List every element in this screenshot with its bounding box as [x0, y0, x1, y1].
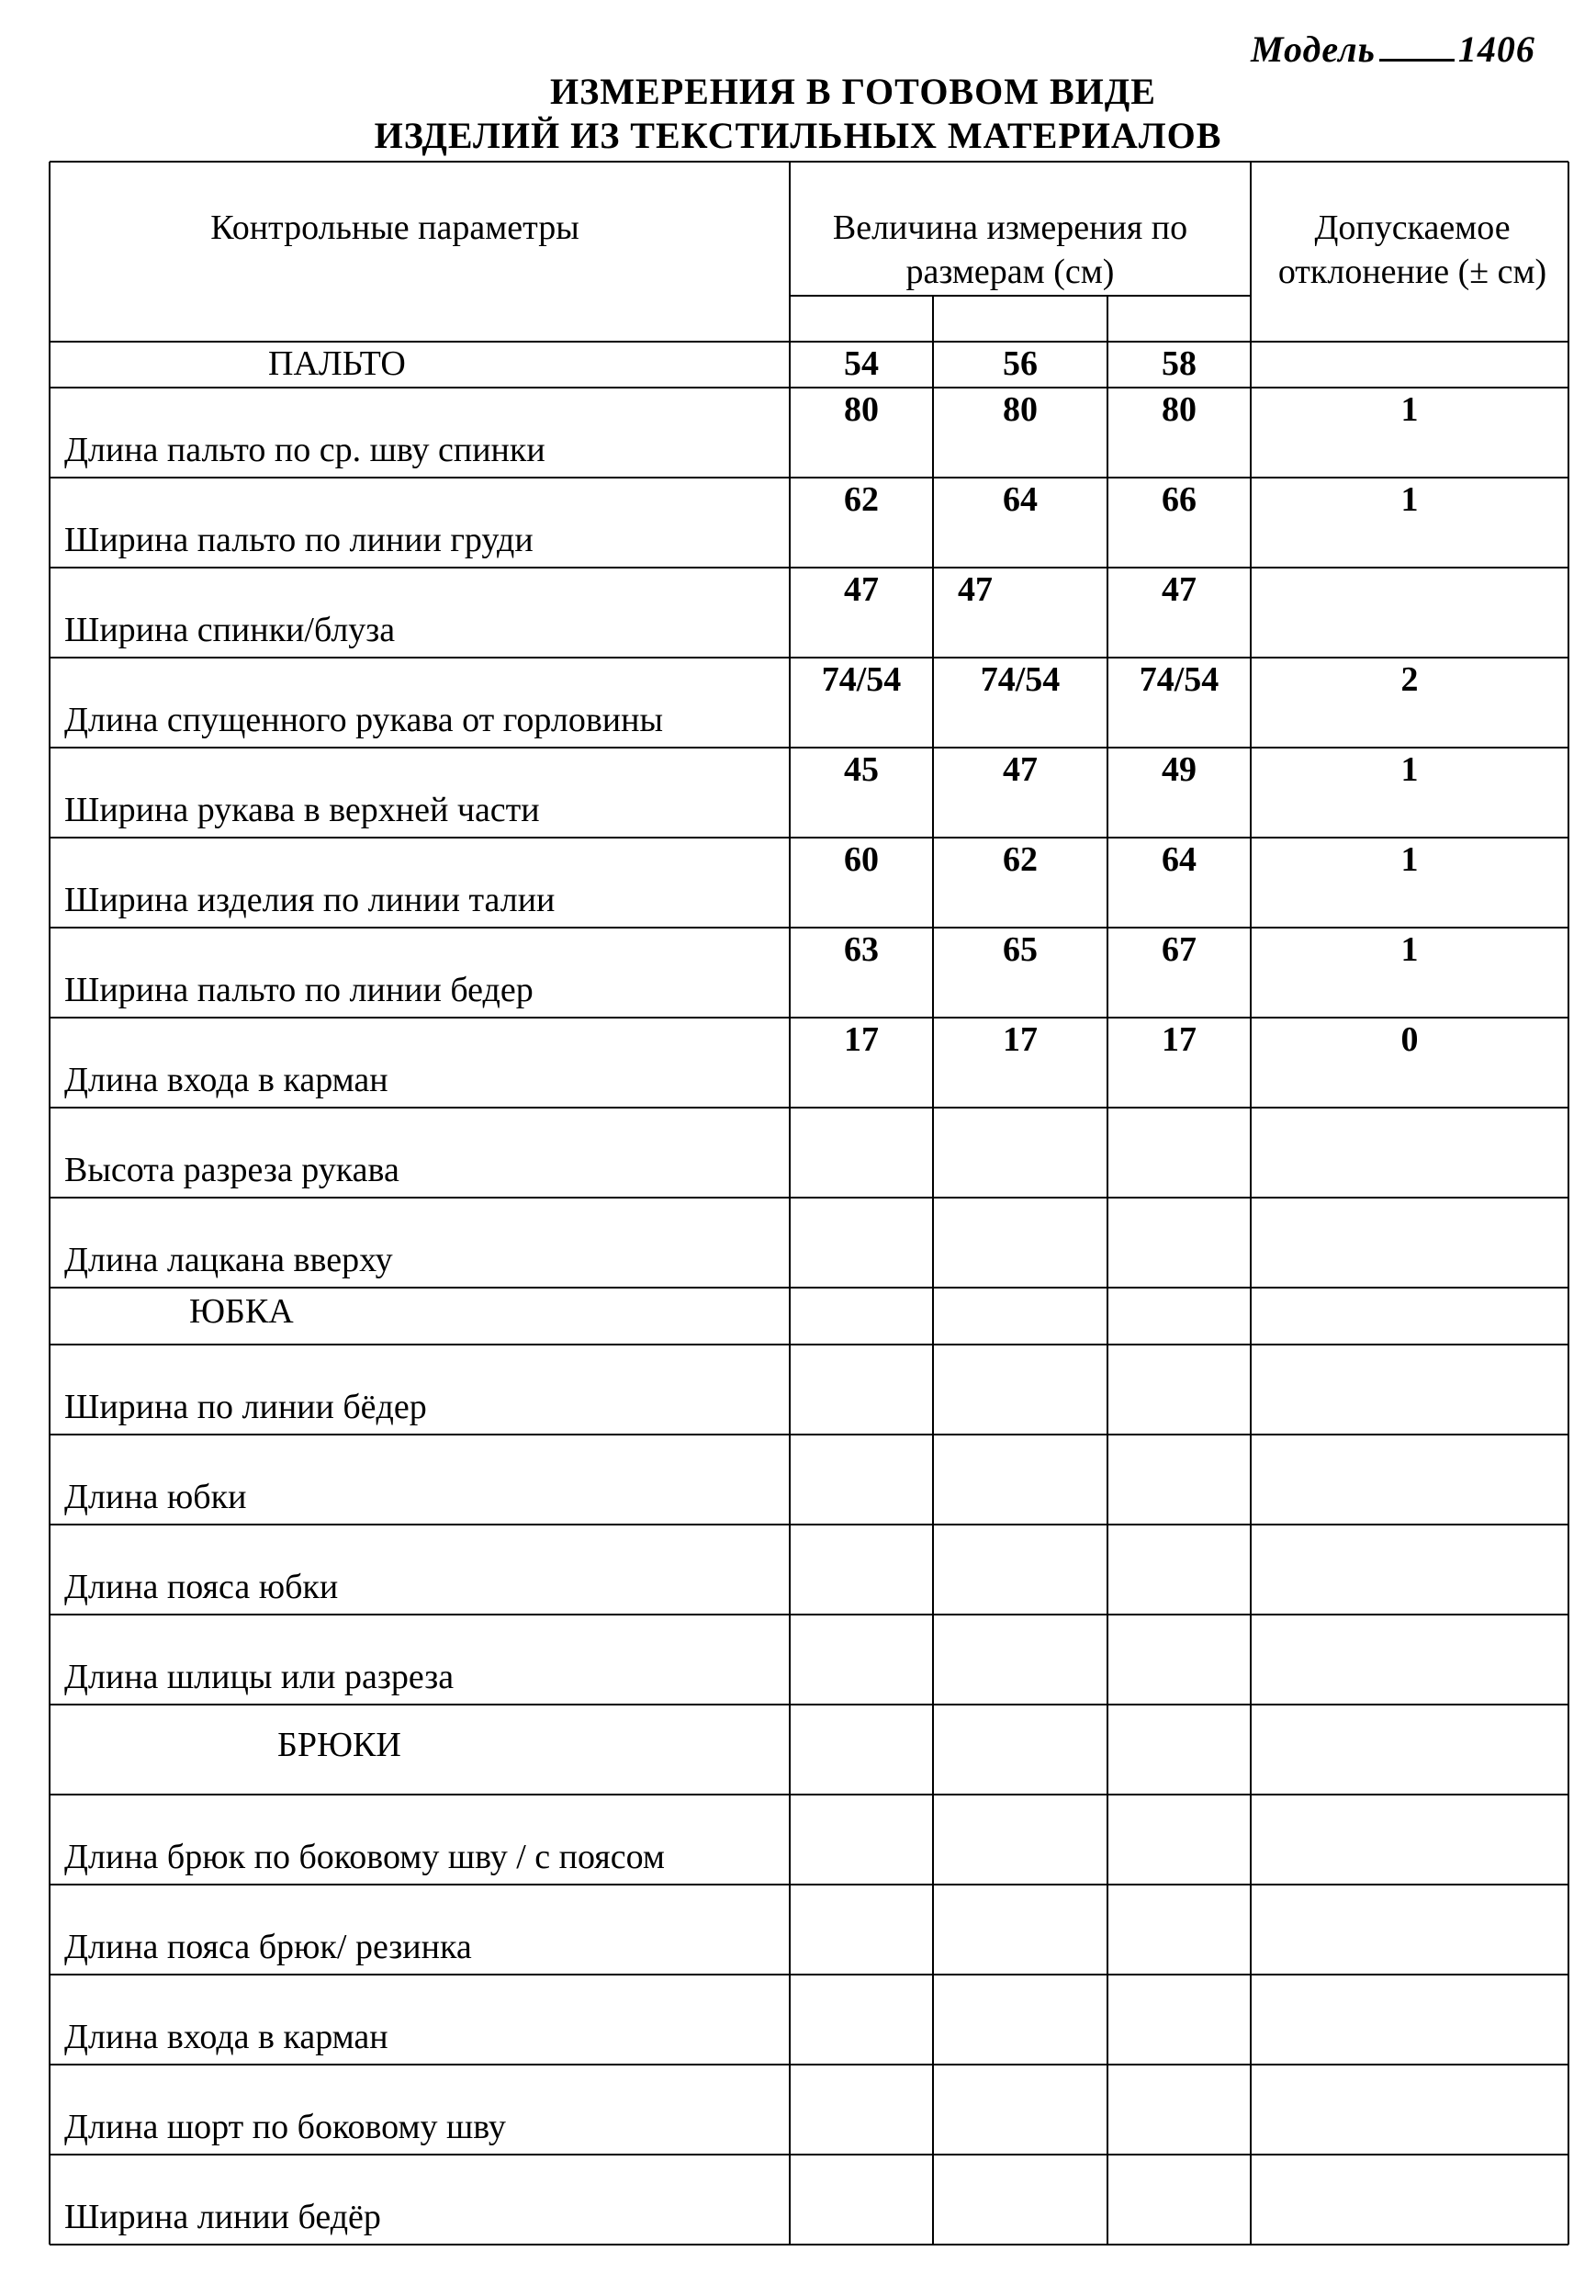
- column-header-params: Контрольные параметры: [210, 208, 579, 247]
- size-value: 17: [1003, 1020, 1038, 1059]
- section-heading: БРЮКИ: [277, 1726, 401, 1764]
- section-heading: ЮБКА: [189, 1292, 294, 1331]
- tolerance-value: 1: [1400, 390, 1419, 429]
- parameter-label: Длина шорт по боковому шву: [64, 2108, 506, 2146]
- parameter-label: Ширина пальто по линии бедер: [64, 971, 534, 1009]
- size-value: 47: [1162, 570, 1197, 609]
- size-value: 80: [1162, 390, 1197, 429]
- column-header-sizes: Величина измерения по размерам (см): [832, 208, 1188, 291]
- tolerance-value: 1: [1400, 750, 1419, 789]
- size-value: 64: [1003, 480, 1038, 519]
- size-value: 58: [1162, 344, 1197, 383]
- page-title-line2: ИЗДЕЛИЙ ИЗ ТЕКСТИЛЬНЫХ МАТЕРИАЛОВ: [374, 115, 1222, 156]
- parameter-label: Высота разреза рукава: [64, 1151, 399, 1189]
- parameter-label: Ширина линии бедёр: [64, 2198, 381, 2236]
- size-value: 60: [844, 840, 879, 879]
- model-label: Модель: [1251, 28, 1376, 70]
- size-value: 65: [1003, 930, 1038, 969]
- size-value: 62: [844, 480, 879, 519]
- size-value: 47: [844, 570, 879, 609]
- size-value: 17: [1162, 1020, 1197, 1059]
- size-value: 74/54: [980, 660, 1061, 699]
- size-value: 54: [844, 344, 879, 383]
- size-value: 47: [958, 570, 993, 609]
- parameter-label: Длина входа в карман: [64, 2018, 388, 2056]
- section-heading: ПАЛЬТО: [268, 344, 406, 383]
- parameter-label: Длина лацкана вверху: [64, 1241, 393, 1279]
- size-value: 17: [844, 1020, 879, 1059]
- size-value: 62: [1003, 840, 1038, 879]
- size-value: 47: [1003, 750, 1038, 789]
- parameter-label: Длина пальто по ср. шву спинки: [64, 431, 545, 469]
- size-value: 49: [1162, 750, 1197, 789]
- tolerance-value: 1: [1400, 840, 1419, 879]
- size-value: 80: [844, 390, 879, 429]
- model-value: 1406: [1457, 28, 1535, 70]
- tolerance-value: 1: [1400, 480, 1419, 519]
- parameter-label: Ширина пальто по линии груди: [64, 521, 534, 559]
- parameter-label: Длина юбки: [64, 1478, 247, 1516]
- tolerance-value: 2: [1400, 660, 1419, 699]
- parameter-label: Ширина спинки/блуза: [64, 611, 396, 649]
- tolerance-value: 1: [1400, 930, 1419, 969]
- size-value: 80: [1003, 390, 1038, 429]
- parameter-label: Ширина рукава в верхней части: [64, 791, 540, 829]
- size-value: 67: [1162, 930, 1197, 969]
- size-value: 45: [844, 750, 879, 789]
- parameter-label: Длина шлицы или разреза: [64, 1658, 455, 1696]
- size-value: 66: [1162, 480, 1197, 519]
- parameter-label: Ширина по линии бёдер: [64, 1388, 427, 1426]
- size-value: 64: [1162, 840, 1197, 879]
- size-value: 74/54: [821, 660, 902, 699]
- parameter-label: Длина спущенного рукава от горловины: [64, 701, 663, 739]
- parameter-label: Длина пояса брюк/ резинка: [64, 1928, 472, 1966]
- parameter-label: Длина брюк по боковому шву / с поясом: [64, 1838, 665, 1876]
- parameter-label: Длина пояса юбки: [64, 1568, 339, 1606]
- tolerance-value: 0: [1400, 1020, 1419, 1059]
- size-value: 63: [844, 930, 879, 969]
- size-value: 74/54: [1139, 660, 1219, 699]
- page-title-line1: ИЗМЕРЕНИЯ В ГОТОВОМ ВИДЕ: [550, 71, 1156, 112]
- parameter-label: Ширина изделия по линии талии: [64, 881, 556, 919]
- column-header-tolerance: Допускаемое отклонение (± см): [1277, 208, 1547, 291]
- size-value: 56: [1003, 344, 1038, 383]
- parameter-label: Длина входа в карман: [64, 1061, 388, 1099]
